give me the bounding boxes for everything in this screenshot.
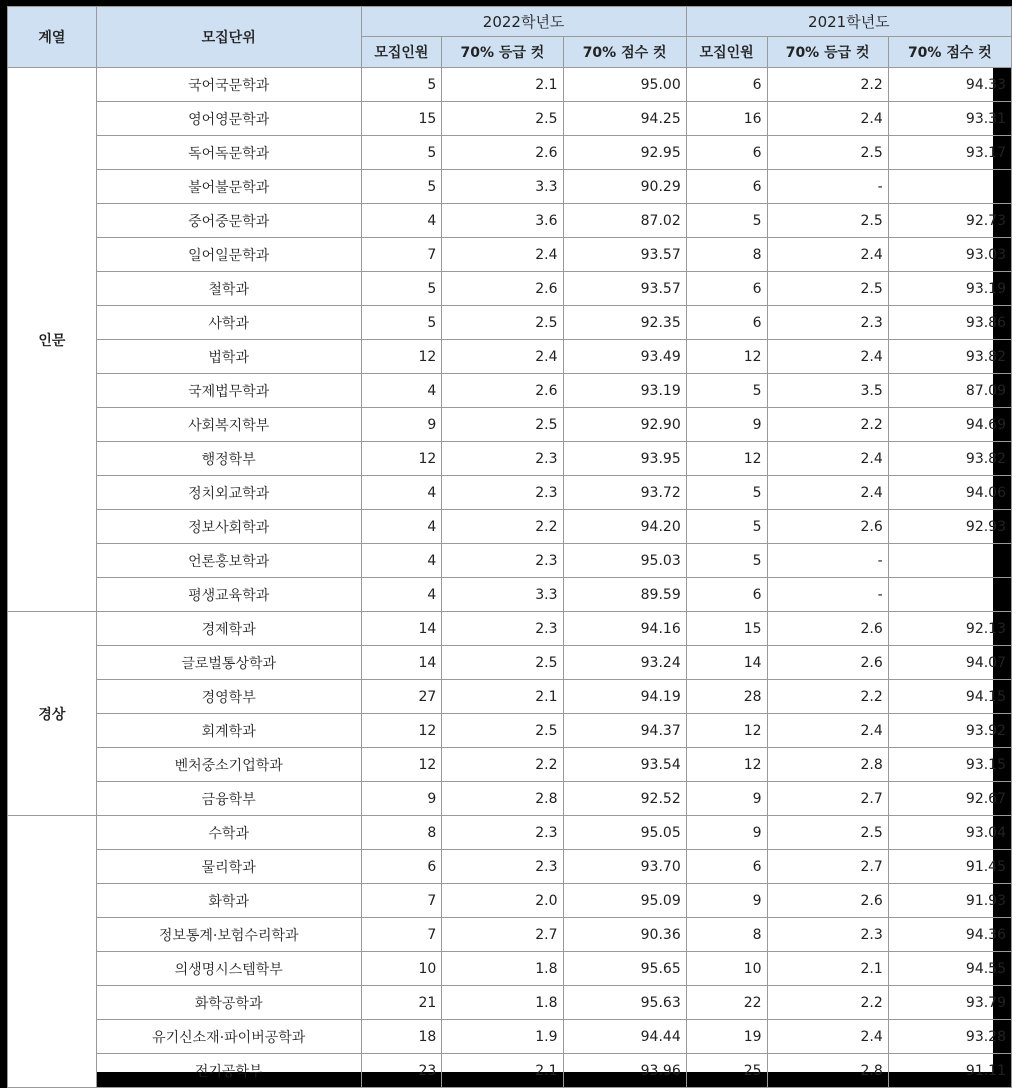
table-row: [8, 816, 1012, 850]
2021-count-cell: 5: [686, 204, 767, 238]
unit-cell: 사회복지학부: [96, 408, 361, 442]
2021-grade-cut-cell: 2.5: [767, 204, 888, 238]
2022-count-cell: 5: [361, 306, 442, 340]
group-cell: [8, 816, 97, 1088]
2021-grade-cut-cell: 3.5: [767, 374, 888, 408]
2021-score-cut-cell: 93.19: [888, 272, 1011, 306]
unit-cell: 금융학부: [96, 782, 361, 816]
unit-cell: 행정학부: [96, 442, 361, 476]
table-row: [8, 714, 1012, 748]
table-header: [8, 7, 1012, 68]
2021-score-cut-cell: 93.17: [888, 136, 1011, 170]
unit-cell: 화학과: [96, 884, 361, 918]
2022-count-cell: 8: [361, 816, 442, 850]
2021-score-cut-cell: 93.82: [888, 340, 1011, 374]
admissions-table-page: [7, 6, 1006, 1080]
2021-count-cell: 6: [686, 578, 767, 612]
header-group: 계열: [8, 7, 97, 68]
2022-count-cell: 5: [361, 170, 442, 204]
2021-grade-cut-cell: 2.6: [767, 884, 888, 918]
2022-score-cut-cell: 92.52: [563, 782, 686, 816]
2021-score-cut-cell: 91.93: [888, 884, 1011, 918]
2022-count-cell: 15: [361, 102, 442, 136]
2022-score-cut-cell: 93.72: [563, 476, 686, 510]
2021-count-cell: 14: [686, 646, 767, 680]
2022-grade-cut-cell: 1.8: [442, 986, 563, 1020]
2021-grade-cut-cell: 2.6: [767, 612, 888, 646]
table-row: [8, 204, 1012, 238]
2021-count-cell: 12: [686, 340, 767, 374]
2021-grade-cut-cell: 2.4: [767, 102, 888, 136]
2022-count-cell: 4: [361, 510, 442, 544]
2021-count-cell: 6: [686, 850, 767, 884]
2021-grade-cut-cell: 2.2: [767, 986, 888, 1020]
2021-count-cell: 5: [686, 374, 767, 408]
table-row: [8, 136, 1012, 170]
table-row: [8, 476, 1012, 510]
table-row: [8, 748, 1012, 782]
2022-grade-cut-cell: 2.4: [442, 238, 563, 272]
table-row: [8, 1054, 1012, 1088]
2022-grade-cut-cell: 2.5: [442, 714, 563, 748]
2021-score-cut-cell: [888, 544, 1011, 578]
2022-count-cell: 7: [361, 884, 442, 918]
2021-score-cut-cell: 94.33: [888, 68, 1011, 102]
2021-grade-cut-cell: 2.4: [767, 1020, 888, 1054]
2022-grade-cut-cell: 2.3: [442, 476, 563, 510]
2022-count-cell: 4: [361, 578, 442, 612]
2022-score-cut-cell: 92.95: [563, 136, 686, 170]
2022-grade-cut-cell: 2.2: [442, 748, 563, 782]
2022-score-cut-cell: 95.09: [563, 884, 686, 918]
2022-grade-cut-cell: 2.5: [442, 102, 563, 136]
2021-score-cut-cell: 92.73: [888, 204, 1011, 238]
group-cell: 인문: [8, 68, 97, 612]
header-2021-grade-cut: 70% 등급 컷: [767, 37, 888, 68]
2021-grade-cut-cell: 2.8: [767, 1054, 888, 1088]
2021-grade-cut-cell: 2.4: [767, 714, 888, 748]
2022-grade-cut-cell: 2.7: [442, 918, 563, 952]
2022-count-cell: 18: [361, 1020, 442, 1054]
2022-count-cell: 4: [361, 204, 442, 238]
2021-score-cut-cell: 94.07: [888, 646, 1011, 680]
2022-score-cut-cell: 95.05: [563, 816, 686, 850]
header-2022-count: 모집인원: [361, 37, 442, 68]
2021-grade-cut-cell: 2.2: [767, 408, 888, 442]
table-row: [8, 986, 1012, 1020]
2021-count-cell: 12: [686, 442, 767, 476]
2022-grade-cut-cell: 2.5: [442, 646, 563, 680]
2022-score-cut-cell: 94.19: [563, 680, 686, 714]
2021-grade-cut-cell: 2.4: [767, 476, 888, 510]
unit-cell: 경제학과: [96, 612, 361, 646]
2022-count-cell: 14: [361, 612, 442, 646]
unit-cell: 벤처중소기업학과: [96, 748, 361, 782]
table-row: [8, 442, 1012, 476]
2021-count-cell: 6: [686, 68, 767, 102]
unit-cell: 국제법무학과: [96, 374, 361, 408]
header-2022-grade-cut: 70% 등급 컷: [442, 37, 563, 68]
unit-cell: 정보통계·보험수리학과: [96, 918, 361, 952]
2021-grade-cut-cell: 2.8: [767, 748, 888, 782]
2021-grade-cut-cell: 2.1: [767, 952, 888, 986]
2021-score-cut-cell: 93.28: [888, 1020, 1011, 1054]
2021-score-cut-cell: 93.92: [888, 714, 1011, 748]
2021-score-cut-cell: 94.55: [888, 952, 1011, 986]
2022-grade-cut-cell: 2.3: [442, 816, 563, 850]
unit-cell: 평생교육학과: [96, 578, 361, 612]
unit-cell: 독어독문학과: [96, 136, 361, 170]
2022-grade-cut-cell: 2.8: [442, 782, 563, 816]
2021-count-cell: 6: [686, 170, 767, 204]
2021-score-cut-cell: 92.13: [888, 612, 1011, 646]
2022-score-cut-cell: 93.19: [563, 374, 686, 408]
unit-cell: 회계학과: [96, 714, 361, 748]
2021-score-cut-cell: 94.69: [888, 408, 1011, 442]
2021-count-cell: 22: [686, 986, 767, 1020]
2022-count-cell: 5: [361, 68, 442, 102]
2021-grade-cut-cell: 2.3: [767, 918, 888, 952]
2021-grade-cut-cell: 2.7: [767, 782, 888, 816]
table-row: [8, 408, 1012, 442]
2022-score-cut-cell: 93.24: [563, 646, 686, 680]
2022-score-cut-cell: 90.29: [563, 170, 686, 204]
table-row: [8, 646, 1012, 680]
unit-cell: 화학공학과: [96, 986, 361, 1020]
2021-grade-cut-cell: 2.6: [767, 646, 888, 680]
2022-score-cut-cell: 89.59: [563, 578, 686, 612]
2021-grade-cut-cell: 2.2: [767, 68, 888, 102]
unit-cell: 철학과: [96, 272, 361, 306]
header-2021-count: 모집인원: [686, 37, 767, 68]
table-row: [8, 510, 1012, 544]
2022-score-cut-cell: 93.95: [563, 442, 686, 476]
unit-cell: 경영학부: [96, 680, 361, 714]
2022-grade-cut-cell: 2.6: [442, 272, 563, 306]
2022-grade-cut-cell: 2.5: [442, 408, 563, 442]
header-year-2022: 2022학년도: [361, 7, 686, 37]
2022-score-cut-cell: 93.54: [563, 748, 686, 782]
2022-count-cell: 10: [361, 952, 442, 986]
2022-grade-cut-cell: 2.0: [442, 884, 563, 918]
table-row: [8, 544, 1012, 578]
table-row: [8, 170, 1012, 204]
2022-score-cut-cell: 93.96: [563, 1054, 686, 1088]
header-2022-score-cut: 70% 점수 컷: [563, 37, 686, 68]
table-row: [8, 374, 1012, 408]
2022-grade-cut-cell: 2.1: [442, 68, 563, 102]
2022-grade-cut-cell: 2.1: [442, 1054, 563, 1088]
2021-count-cell: 9: [686, 884, 767, 918]
2022-score-cut-cell: 93.49: [563, 340, 686, 374]
2021-grade-cut-cell: 2.7: [767, 850, 888, 884]
2022-grade-cut-cell: 2.5: [442, 306, 563, 340]
2021-count-cell: 15: [686, 612, 767, 646]
2021-count-cell: 25: [686, 1054, 767, 1088]
2021-grade-cut-cell: 2.4: [767, 340, 888, 374]
2021-count-cell: 16: [686, 102, 767, 136]
header-2021-score-cut: 70% 점수 컷: [888, 37, 1011, 68]
unit-cell: 정보사회학과: [96, 510, 361, 544]
table-row: [8, 850, 1012, 884]
2022-grade-cut-cell: 1.9: [442, 1020, 563, 1054]
unit-cell: 영어영문학과: [96, 102, 361, 136]
2021-count-cell: 9: [686, 816, 767, 850]
2022-grade-cut-cell: 2.3: [442, 612, 563, 646]
2021-score-cut-cell: 93.86: [888, 306, 1011, 340]
2022-grade-cut-cell: 2.6: [442, 374, 563, 408]
unit-cell: 국어국문학과: [96, 68, 361, 102]
table-row: [8, 952, 1012, 986]
2021-count-cell: 5: [686, 510, 767, 544]
table-row: [8, 102, 1012, 136]
2022-count-cell: 23: [361, 1054, 442, 1088]
2021-score-cut-cell: 93.79: [888, 986, 1011, 1020]
2021-count-cell: 8: [686, 918, 767, 952]
unit-cell: 정치외교학과: [96, 476, 361, 510]
2021-count-cell: 6: [686, 136, 767, 170]
unit-cell: 중어중문학과: [96, 204, 361, 238]
group-cell: 경상: [8, 612, 97, 816]
table-row: [8, 238, 1012, 272]
2021-count-cell: 8: [686, 238, 767, 272]
2021-score-cut-cell: 91.45: [888, 850, 1011, 884]
2022-count-cell: 9: [361, 408, 442, 442]
2022-count-cell: 5: [361, 136, 442, 170]
unit-cell: 의생명시스템학부: [96, 952, 361, 986]
2021-score-cut-cell: 93.15: [888, 748, 1011, 782]
admissions-cutoff-table: [7, 6, 1012, 1088]
2022-score-cut-cell: 90.36: [563, 918, 686, 952]
2022-count-cell: 27: [361, 680, 442, 714]
2022-grade-cut-cell: 2.1: [442, 680, 563, 714]
2021-count-cell: 10: [686, 952, 767, 986]
unit-cell: 수학과: [96, 816, 361, 850]
2021-score-cut-cell: 92.67: [888, 782, 1011, 816]
2022-score-cut-cell: 95.03: [563, 544, 686, 578]
header-year-2021: 2021학년도: [686, 7, 1011, 37]
unit-cell: 글로벌통상학과: [96, 646, 361, 680]
2022-grade-cut-cell: 3.3: [442, 170, 563, 204]
2022-count-cell: 12: [361, 442, 442, 476]
2021-grade-cut-cell: 2.2: [767, 680, 888, 714]
2021-grade-cut-cell: 2.6: [767, 510, 888, 544]
unit-cell: 불어불문학과: [96, 170, 361, 204]
2021-score-cut-cell: [888, 170, 1011, 204]
table-row: [8, 1020, 1012, 1054]
unit-cell: 유기신소재·파이버공학과: [96, 1020, 361, 1054]
2021-score-cut-cell: 91.11: [888, 1054, 1011, 1088]
2021-count-cell: 5: [686, 544, 767, 578]
table-row: [8, 340, 1012, 374]
2021-score-cut-cell: [888, 578, 1011, 612]
2022-score-cut-cell: 95.63: [563, 986, 686, 1020]
2021-score-cut-cell: 94.15: [888, 680, 1011, 714]
2021-grade-cut-cell: -: [767, 578, 888, 612]
2022-score-cut-cell: 94.44: [563, 1020, 686, 1054]
2022-grade-cut-cell: 2.3: [442, 850, 563, 884]
2021-count-cell: 5: [686, 476, 767, 510]
2021-grade-cut-cell: -: [767, 544, 888, 578]
2022-score-cut-cell: 94.25: [563, 102, 686, 136]
2022-score-cut-cell: 93.57: [563, 238, 686, 272]
table-row: [8, 68, 1012, 102]
2022-count-cell: 5: [361, 272, 442, 306]
2021-score-cut-cell: 94.06: [888, 476, 1011, 510]
unit-cell: 언론홍보학과: [96, 544, 361, 578]
2022-score-cut-cell: 93.70: [563, 850, 686, 884]
2022-score-cut-cell: 94.20: [563, 510, 686, 544]
2021-count-cell: 12: [686, 748, 767, 782]
2022-count-cell: 4: [361, 374, 442, 408]
2021-count-cell: 19: [686, 1020, 767, 1054]
2021-score-cut-cell: 93.82: [888, 442, 1011, 476]
unit-cell: 전기공학부: [96, 1054, 361, 1088]
2022-count-cell: 14: [361, 646, 442, 680]
2021-score-cut-cell: 92.93: [888, 510, 1011, 544]
2022-grade-cut-cell: 2.2: [442, 510, 563, 544]
2022-score-cut-cell: 95.00: [563, 68, 686, 102]
2021-count-cell: 12: [686, 714, 767, 748]
2022-count-cell: 4: [361, 476, 442, 510]
2021-score-cut-cell: 93.31: [888, 102, 1011, 136]
2022-score-cut-cell: 94.37: [563, 714, 686, 748]
2022-count-cell: 9: [361, 782, 442, 816]
2021-grade-cut-cell: 2.5: [767, 816, 888, 850]
table-body: [8, 68, 1012, 1088]
table-row: [8, 272, 1012, 306]
2022-count-cell: 4: [361, 544, 442, 578]
table-row: [8, 918, 1012, 952]
2022-count-cell: 6: [361, 850, 442, 884]
table-row: [8, 612, 1012, 646]
2021-grade-cut-cell: 2.4: [767, 238, 888, 272]
table-row: [8, 680, 1012, 714]
2021-grade-cut-cell: 2.4: [767, 442, 888, 476]
2021-grade-cut-cell: 2.5: [767, 272, 888, 306]
2021-grade-cut-cell: -: [767, 170, 888, 204]
2021-count-cell: 9: [686, 782, 767, 816]
unit-cell: 사학과: [96, 306, 361, 340]
2021-count-cell: 9: [686, 408, 767, 442]
unit-cell: 일어일문학과: [96, 238, 361, 272]
2022-score-cut-cell: 87.02: [563, 204, 686, 238]
2022-grade-cut-cell: 3.3: [442, 578, 563, 612]
2022-count-cell: 7: [361, 918, 442, 952]
2022-grade-cut-cell: 1.8: [442, 952, 563, 986]
2021-count-cell: 6: [686, 272, 767, 306]
2021-score-cut-cell: 93.03: [888, 238, 1011, 272]
2021-count-cell: 28: [686, 680, 767, 714]
2022-grade-cut-cell: 2.3: [442, 442, 563, 476]
header-unit: 모집단위: [96, 7, 361, 68]
table-row: [8, 884, 1012, 918]
2021-score-cut-cell: 94.36: [888, 918, 1011, 952]
2022-count-cell: 12: [361, 748, 442, 782]
table-row: [8, 782, 1012, 816]
table-row: [8, 578, 1012, 612]
2022-grade-cut-cell: 2.3: [442, 544, 563, 578]
2022-score-cut-cell: 93.57: [563, 272, 686, 306]
2022-score-cut-cell: 95.65: [563, 952, 686, 986]
2021-count-cell: 6: [686, 306, 767, 340]
2021-grade-cut-cell: 2.3: [767, 306, 888, 340]
unit-cell: 물리학과: [96, 850, 361, 884]
2021-grade-cut-cell: 2.5: [767, 136, 888, 170]
table-row: [8, 306, 1012, 340]
2022-count-cell: 7: [361, 238, 442, 272]
unit-cell: 법학과: [96, 340, 361, 374]
2021-score-cut-cell: 87.09: [888, 374, 1011, 408]
2022-grade-cut-cell: 3.6: [442, 204, 563, 238]
2022-grade-cut-cell: 2.6: [442, 136, 563, 170]
2022-score-cut-cell: 94.16: [563, 612, 686, 646]
2022-count-cell: 12: [361, 714, 442, 748]
2022-score-cut-cell: 92.35: [563, 306, 686, 340]
2022-count-cell: 21: [361, 986, 442, 1020]
2021-score-cut-cell: 93.04: [888, 816, 1011, 850]
2022-count-cell: 12: [361, 340, 442, 374]
2022-score-cut-cell: 92.90: [563, 408, 686, 442]
2022-grade-cut-cell: 2.4: [442, 340, 563, 374]
